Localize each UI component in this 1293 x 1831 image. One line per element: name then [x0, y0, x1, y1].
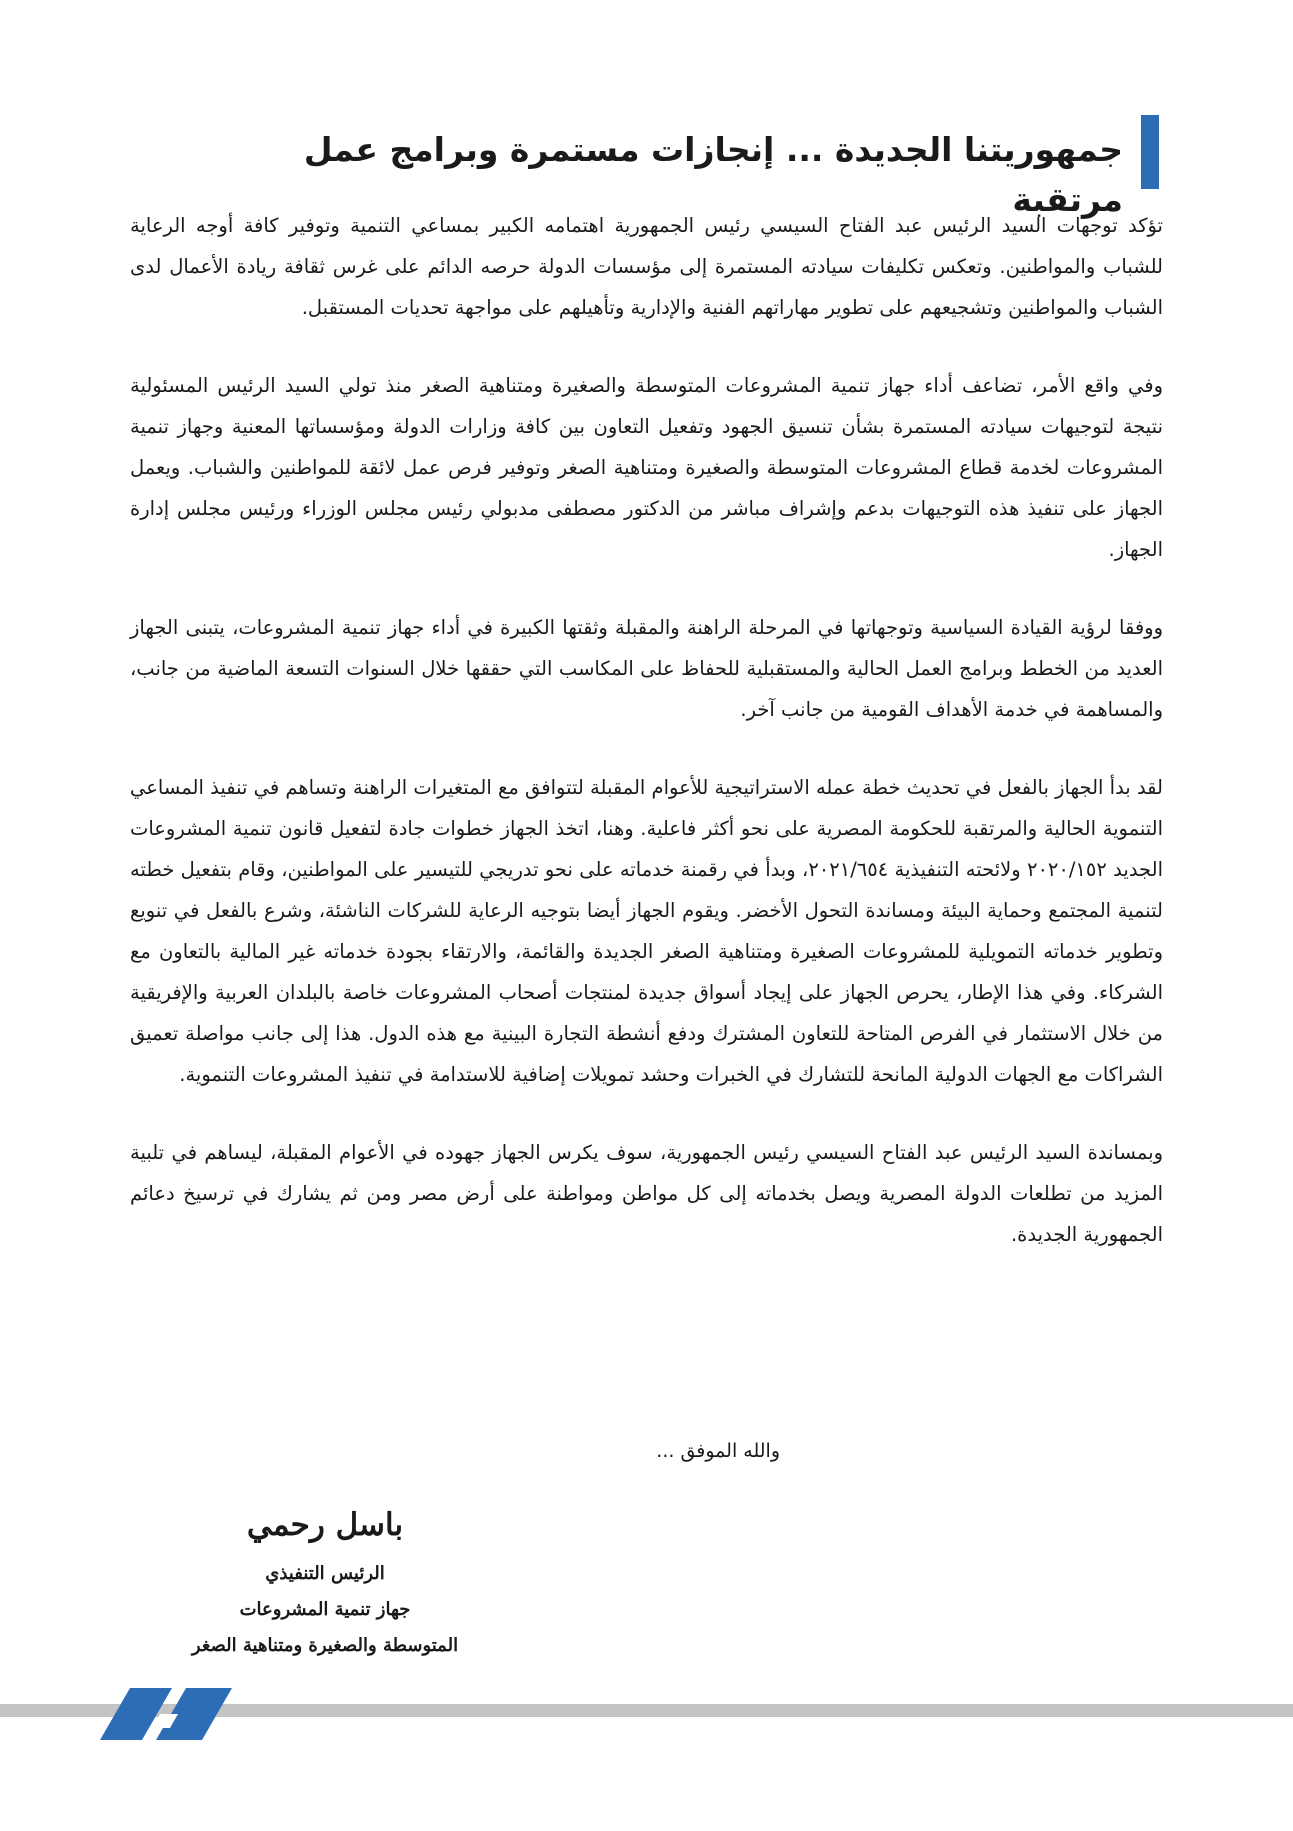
- signature-block: [180, 1500, 470, 1664]
- paragraph-2: وفي واقع الأمر، تضاعف أداء جهاز تنمية المشروعات المتوسطة والصغيرة ومتناهية الصغر منذ تولي السيد الرئيس المسئولية نتيجة لتوجيهات سيادته المستمرة بشأن تنسيق الجهود وتفعيل التعاون بين كافة وزارات الدولة ومؤسساتها المعنية وجهاز تنمية المشروعات لخدمة قطاع المشروعات المتوسطة والصغيرة ومتناهية الصغر وتوفير فرص عمل لائقة للمواطنين والشباب. ويعمل الجهاز على تنفيذ هذه التوجيهات بدعم وإشراف مباشر من الدكتور مصطفى مدبولي رئيس مجلس الوزراء ورئيس مجلس إدارة الجهاز.: [130, 374, 1163, 561]
- paragraph-4: لقد بدأ الجهاز بالفعل في تحديث خطة عمله الاستراتيجية للأعوام المقبلة لتتوافق مع المتغيرات الراهنة وتساهم في تنفيذ المساعي التنموية الحالية والمرتقبة للحكومة المصرية على نحو أكثر فاعلية. وهنا، اتخذ الجهاز خطوات جادة لتفعيل قانون تنمية المشروعات الجديد ٢٠٢٠/١٥٢ ولائحته التنفيذية ٢٠٢١/٦٥٤، وبدأ في رقمنة خدماته على نحو تدريجي للتيسير على المواطنين، وقام بتفعيل خطته لتنمية المجتمع وحماية البيئة ومساندة التحول الأخضر. ويقوم الجهاز أيضا بتوجيه الرعاية للشركات الناشئة، وشرع بالفعل في تنويع وتطوير خدماته التمويلية للمشروعات الصغيرة ومتناهية الصغر الجديدة والقائمة، والارتقاء بجودة خدماته غير المالية بالتعاون مع الشركاء. وفي هذا الإطار، يحرص الجهاز على إيجاد أسواق جديدة لمنتجات أصحاب المشروعات خاصة بالبلدان العربية والإفريقية من خلال الاستثمار في الفرص المتاحة للتعاون المشترك ودفع أنشطة التجارة البينية مع هذه الدول. هذا إلى جانب مواصلة تعميق الشراكات مع الجهات الدولية المانحة للتشارك في الخبرات وحشد تمويلات إضافية للاستدامة في تنفيذ المشروعات التنموية.: [130, 776, 1163, 1086]
- paragraph-1: تؤكد توجهات السيد الرئيس عبد الفتاح السيسي رئيس الجمهورية اهتمامه الكبير بمساعي التنمية وتوفير كافة أوجه الرعاية للشباب والمواطنين. وتعكس تكليفات سيادته المستمرة إلى مؤسسات الدولة حرصه الدائم على غرس ثقافة ريادة الأعمال لدى الشباب والمواطنين وتشجيعهم على تطوير مهاراتهم الفنية والإدارية وتأهيلهم على مواجهة تحديات المستقبل.: [130, 214, 1163, 319]
- closing-line: والله الموفق ...: [656, 1440, 780, 1462]
- title-accent-bar: [1141, 115, 1159, 189]
- paragraph-3: ووفقا لرؤية القيادة السياسية وتوجهاتها في المرحلة الراهنة والمقبلة وثقتها الكبيرة في أداء جهاز تنمية المشروعات، يتبنى الجهاز العديد من الخطط وبرامج العمل الحالية والمستقبلية للحفاظ على المكاسب التي حققها خلال السنوات التسعة الماضية من جانب، والمساهمة في خدمة الأهداف القومية من جانب آخر.: [130, 616, 1163, 721]
- signatory-org-line2: المتوسطة والصغيرة ومتناهية الصغر: [191, 1635, 459, 1656]
- page-title: جمهوريتنا الجديدة ... إنجازات مستمرة وبرامج عمل مرتقبة: [303, 130, 1123, 219]
- msmeda-logo-icon: [100, 1688, 250, 1744]
- article-body: [130, 205, 1163, 1292]
- paragraph-5: وبمساندة السيد الرئيس عبد الفتاح السيسي رئيس الجمهورية، سوف يكرس الجهاز جهوده في الأعوام المقبلة، ليساهم في تلبية المزيد من تطلعات الدولة المصرية ويصل بخدماته إلى كل مواطن ومواطنة على أرض مصر ومن ثم يشارك في ترسيخ دعائم الجمهورية الجديدة.: [130, 1141, 1163, 1246]
- signatory-position: الرئيس التنفيذي: [265, 1563, 385, 1584]
- signatory-name: باسل رحمي: [246, 1507, 404, 1543]
- signatory-org-line1: جهاز تنمية المشروعات: [239, 1599, 411, 1620]
